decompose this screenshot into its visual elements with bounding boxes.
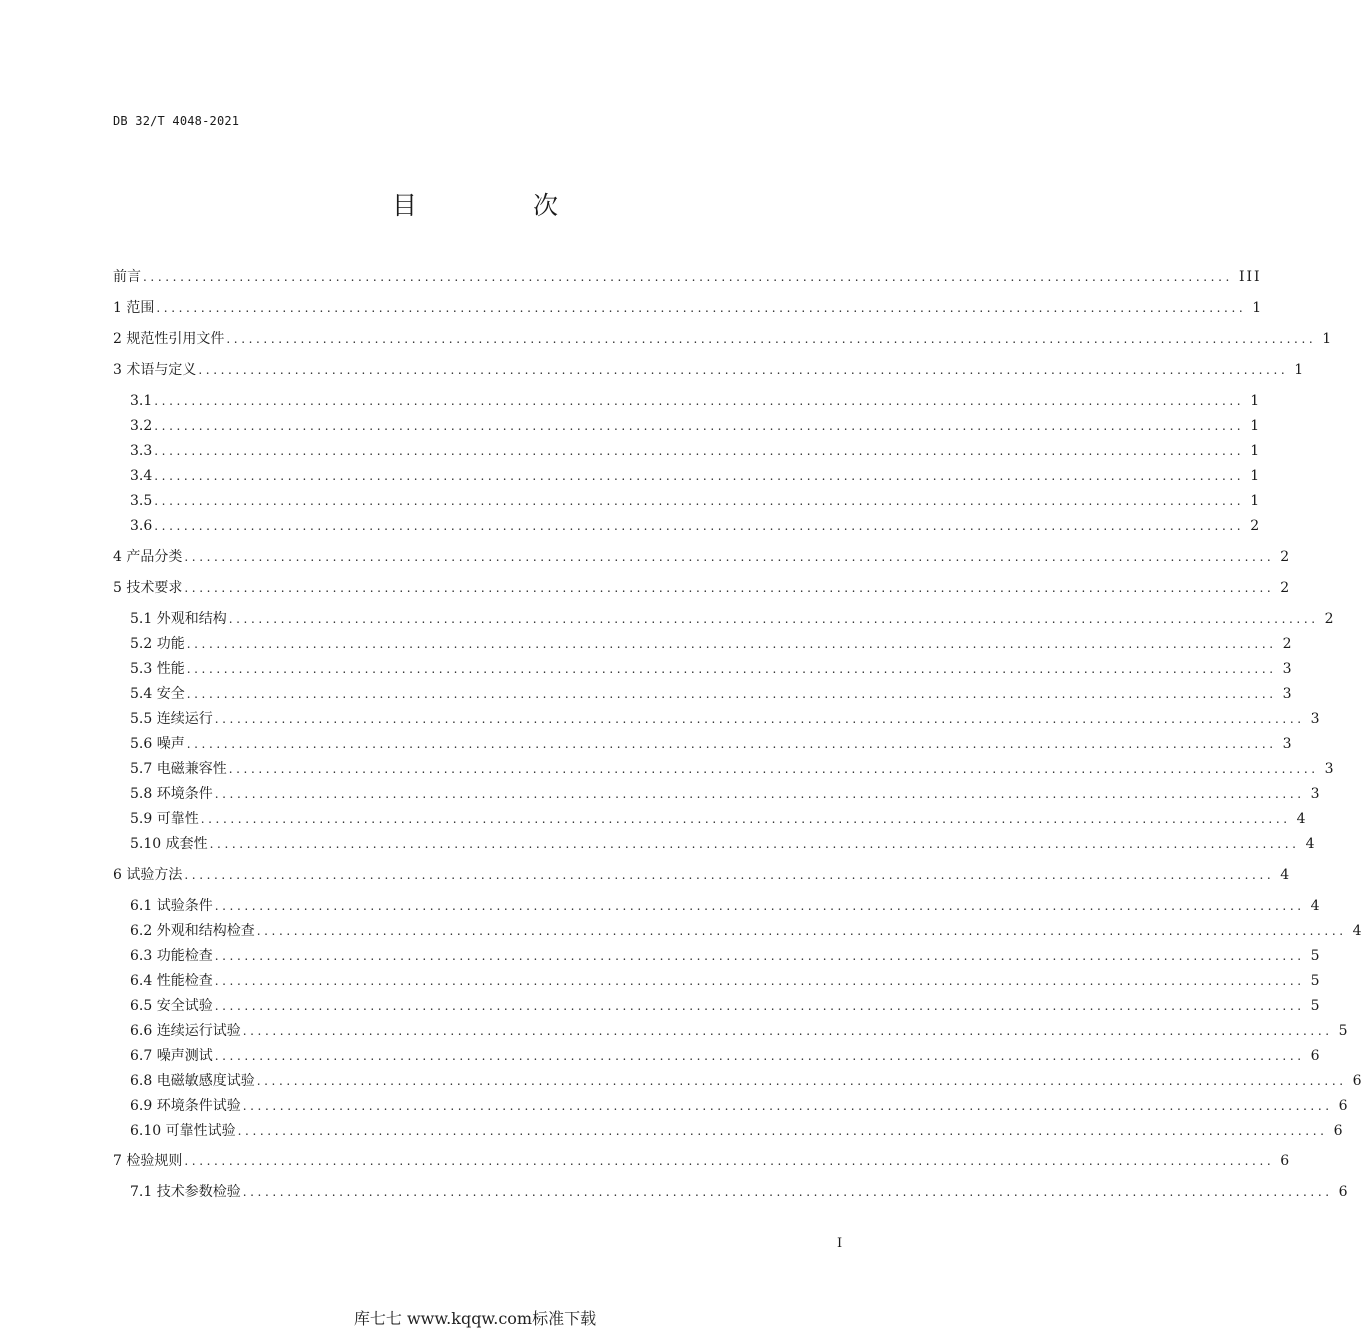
toc-entry-page: 2 — [1324, 611, 1336, 627]
toc-dot-leader: ................................................................................................................................................... — [154, 519, 1245, 533]
toc-dot-leader: ................................................................................................................................................... — [214, 712, 1305, 726]
toc-entry[interactable] — [113, 330, 1334, 348]
toc-entry-label: 7 检验规则 — [113, 1153, 183, 1169]
toc-entry-label: 3.4 — [130, 468, 153, 484]
toc-dot-leader: ................................................................................................................................................... — [198, 363, 1289, 377]
toc-entry-page: 6 — [1333, 1123, 1345, 1139]
toc-dot-leader: ................................................................................................................................................... — [214, 1049, 1305, 1063]
toc-dot-leader: ................................................................................................................................................... — [184, 581, 1275, 595]
toc-entry-label: 5.7 电磁兼容性 — [130, 761, 227, 777]
toc-entry-page: 5 — [1310, 998, 1322, 1014]
toc-entry[interactable] — [113, 299, 1264, 317]
toc-entry[interactable] — [130, 685, 1294, 703]
toc-entry-page: 6 — [1280, 1153, 1292, 1169]
toc-entry-page: 3 — [1324, 761, 1336, 777]
toc-dot-leader: ................................................................................................................................................... — [184, 1154, 1275, 1168]
toc-entry-label: 5.1 外观和结构 — [130, 611, 227, 627]
toc-dot-leader: ................................................................................................................................................... — [184, 550, 1275, 564]
toc-entry[interactable] — [130, 442, 1262, 460]
toc-entry-label: 6.2 外观和结构检查 — [130, 923, 255, 939]
toc-entry[interactable] — [113, 361, 1306, 379]
toc-entry-label: 3.2 — [130, 418, 153, 434]
toc-entry-page: 1 — [1252, 300, 1264, 316]
toc-entry-label: 5.3 性能 — [130, 661, 185, 677]
toc-entry-page: 5 — [1310, 973, 1322, 989]
toc-dot-leader: ................................................................................................................................................... — [242, 1185, 1333, 1199]
toc-entry[interactable] — [130, 735, 1294, 753]
toc-entry[interactable] — [130, 1022, 1350, 1040]
toc-dot-leader: ................................................................................................................................................... — [242, 1099, 1333, 1113]
toc-entry-page: 6 — [1338, 1098, 1350, 1114]
toc-dot-leader: ................................................................................................................................................... — [154, 394, 1245, 408]
toc-entry-page: III — [1238, 269, 1262, 285]
toc-entry-label: 4 产品分类 — [113, 549, 183, 565]
toc-dot-leader: ................................................................................................................................................... — [228, 762, 1319, 776]
toc-entry-page: 4 — [1280, 867, 1292, 883]
toc-entry-label: 3.6 — [130, 518, 153, 534]
toc-entry[interactable] — [130, 947, 1322, 965]
toc-entry-page: 1 — [1294, 362, 1306, 378]
toc-entry-label: 1 范围 — [113, 300, 155, 316]
toc-entry[interactable] — [113, 268, 1262, 286]
toc-entry-label: 5.2 功能 — [130, 636, 185, 652]
toc-entry[interactable] — [130, 660, 1294, 678]
toc-entry-label: 6.3 功能检查 — [130, 948, 213, 964]
toc-entry[interactable] — [130, 467, 1262, 485]
toc-entry[interactable] — [113, 548, 1292, 566]
toc-entry[interactable] — [113, 866, 1292, 884]
toc-entry-page: 4 — [1296, 811, 1308, 827]
toc-dot-leader: ................................................................................................................................................... — [228, 612, 1319, 626]
toc-entry-page: 2 — [1250, 518, 1262, 534]
toc-entry-page: 1 — [1250, 468, 1262, 484]
toc-entry[interactable] — [130, 972, 1322, 990]
watermark-text: 库七七 www.kqqw.com标准下载 — [353, 1309, 597, 1328]
toc-entry[interactable] — [130, 492, 1262, 510]
toc-entry[interactable] — [130, 635, 1294, 653]
toc-entry-page: 2 — [1280, 580, 1292, 596]
page-title: 目 次 — [392, 191, 612, 220]
toc-dot-leader: ................................................................................................................................................... — [186, 687, 1277, 701]
toc-dot-leader: ................................................................................................................................................... — [200, 812, 1291, 826]
toc-entry-page: 1 — [1250, 493, 1262, 509]
toc-entry[interactable] — [130, 517, 1262, 535]
toc-entry-label: 6.1 试验条件 — [130, 898, 213, 914]
toc-entry-label: 5.6 噪声 — [130, 736, 185, 752]
toc-dot-leader: ................................................................................................................................................... — [186, 637, 1277, 651]
toc-dot-leader: ................................................................................................................................................... — [256, 924, 1347, 938]
toc-entry[interactable] — [130, 897, 1322, 915]
page-number: I — [837, 1236, 843, 1251]
toc-dot-leader: ................................................................................................................................................... — [143, 270, 1233, 284]
toc-entry-label: 5 技术要求 — [113, 580, 183, 596]
toc-dot-leader: ................................................................................................................................................... — [186, 737, 1277, 751]
toc-dot-leader: ................................................................................................................................................... — [214, 787, 1305, 801]
toc-entry[interactable] — [130, 1072, 1364, 1090]
toc-dot-leader: ................................................................................................................................................... — [237, 1124, 1328, 1138]
toc-dot-leader: ................................................................................................................................................... — [256, 1074, 1347, 1088]
toc-entry-page: 4 — [1310, 898, 1322, 914]
toc-entry-label: 5.4 安全 — [130, 686, 185, 702]
toc-entry-page: 2 — [1280, 549, 1292, 565]
toc-dot-leader: ................................................................................................................................................... — [226, 332, 1317, 346]
toc-entry-label: 6.6 连续运行试验 — [130, 1023, 241, 1039]
toc-entry-page: 6 — [1310, 1048, 1322, 1064]
toc-dot-leader: ................................................................................................................................................... — [156, 301, 1247, 315]
toc-entry[interactable] — [130, 997, 1322, 1015]
toc-entry-page: 6 — [1338, 1184, 1350, 1200]
standard-code: DB 32/T 4048-2021 — [113, 114, 240, 128]
toc-dot-leader: ................................................................................................................................................... — [186, 662, 1277, 676]
toc-entry-label: 6.9 环境条件试验 — [130, 1098, 241, 1114]
toc-entry-label: 6.8 电磁敏感度试验 — [130, 1073, 255, 1089]
toc-entry-label: 6.7 噪声测试 — [130, 1048, 213, 1064]
toc-entry[interactable] — [130, 810, 1308, 828]
toc-entry-label: 6.5 安全试验 — [130, 998, 213, 1014]
toc-dot-leader: ................................................................................................................................................... — [154, 469, 1245, 483]
toc-entry-page: 3 — [1282, 736, 1294, 752]
toc-entry[interactable] — [130, 835, 1317, 853]
toc-entry-page: 1 — [1250, 443, 1262, 459]
toc-entry[interactable] — [130, 610, 1336, 628]
toc-entry-label: 3.1 — [130, 393, 153, 409]
toc-dot-leader: ................................................................................................................................................... — [154, 494, 1245, 508]
toc-entry-label: 7.1 技术参数检验 — [130, 1184, 241, 1200]
toc-dot-leader: ................................................................................................................................................... — [209, 837, 1300, 851]
toc-dot-leader: ................................................................................................................................................... — [214, 999, 1305, 1013]
toc-entry-page: 2 — [1282, 636, 1294, 652]
toc-entry[interactable] — [113, 1152, 1292, 1170]
toc-entry-page: 6 — [1352, 1073, 1364, 1089]
toc-entry-label: 3 术语与定义 — [113, 362, 197, 378]
toc-entry-label: 6 试验方法 — [113, 867, 183, 883]
toc-entry-page: 3 — [1310, 711, 1322, 727]
toc-entry-label: 3.5 — [130, 493, 153, 509]
toc-entry-label: 5.9 可靠性 — [130, 811, 199, 827]
toc-entry[interactable] — [130, 1183, 1350, 1201]
toc-entry[interactable] — [130, 1122, 1345, 1140]
toc-dot-leader: ................................................................................................................................................... — [242, 1024, 1333, 1038]
toc-entry-page: 1 — [1250, 393, 1262, 409]
toc-entry-page: 3 — [1282, 686, 1294, 702]
toc-entry-label: 6.4 性能检查 — [130, 973, 213, 989]
toc-entry-page: 3 — [1310, 786, 1322, 802]
toc-entry[interactable] — [130, 1097, 1350, 1115]
toc-entry-page: 3 — [1282, 661, 1294, 677]
toc-entry-label: 5.5 连续运行 — [130, 711, 213, 727]
toc-entry[interactable] — [130, 392, 1262, 410]
toc-entry[interactable] — [130, 417, 1262, 435]
toc-entry[interactable] — [130, 1047, 1322, 1065]
toc-entry[interactable] — [130, 710, 1322, 728]
toc-entry-label: 5.10 成套性 — [130, 836, 208, 852]
toc-entry-page: 5 — [1310, 948, 1322, 964]
toc-entry-label: 5.8 环境条件 — [130, 786, 213, 802]
toc-entry-page: 4 — [1352, 923, 1364, 939]
toc-entry-page: 4 — [1305, 836, 1317, 852]
toc-dot-leader: ................................................................................................................................................... — [214, 974, 1305, 988]
toc-entry-label: 2 规范性引用文件 — [113, 331, 225, 347]
toc-entry-page: 5 — [1338, 1023, 1350, 1039]
toc-entry[interactable] — [113, 579, 1292, 597]
toc-dot-leader: ................................................................................................................................................... — [214, 949, 1305, 963]
toc-entry-label: 3.3 — [130, 443, 153, 459]
toc-dot-leader: ................................................................................................................................................... — [154, 444, 1245, 458]
toc-entry[interactable] — [130, 922, 1364, 940]
toc-entry[interactable] — [130, 785, 1322, 803]
toc-dot-leader: ................................................................................................................................................... — [214, 899, 1305, 913]
toc-entry-page: 1 — [1250, 418, 1262, 434]
toc-entry[interactable] — [130, 760, 1336, 778]
toc-entry-page: 1 — [1322, 331, 1334, 347]
toc-dot-leader: ................................................................................................................................................... — [184, 868, 1275, 882]
toc-dot-leader: ................................................................................................................................................... — [154, 419, 1245, 433]
toc-entry-label: 前言 — [113, 269, 141, 285]
toc-entry-label: 6.10 可靠性试验 — [130, 1123, 236, 1139]
